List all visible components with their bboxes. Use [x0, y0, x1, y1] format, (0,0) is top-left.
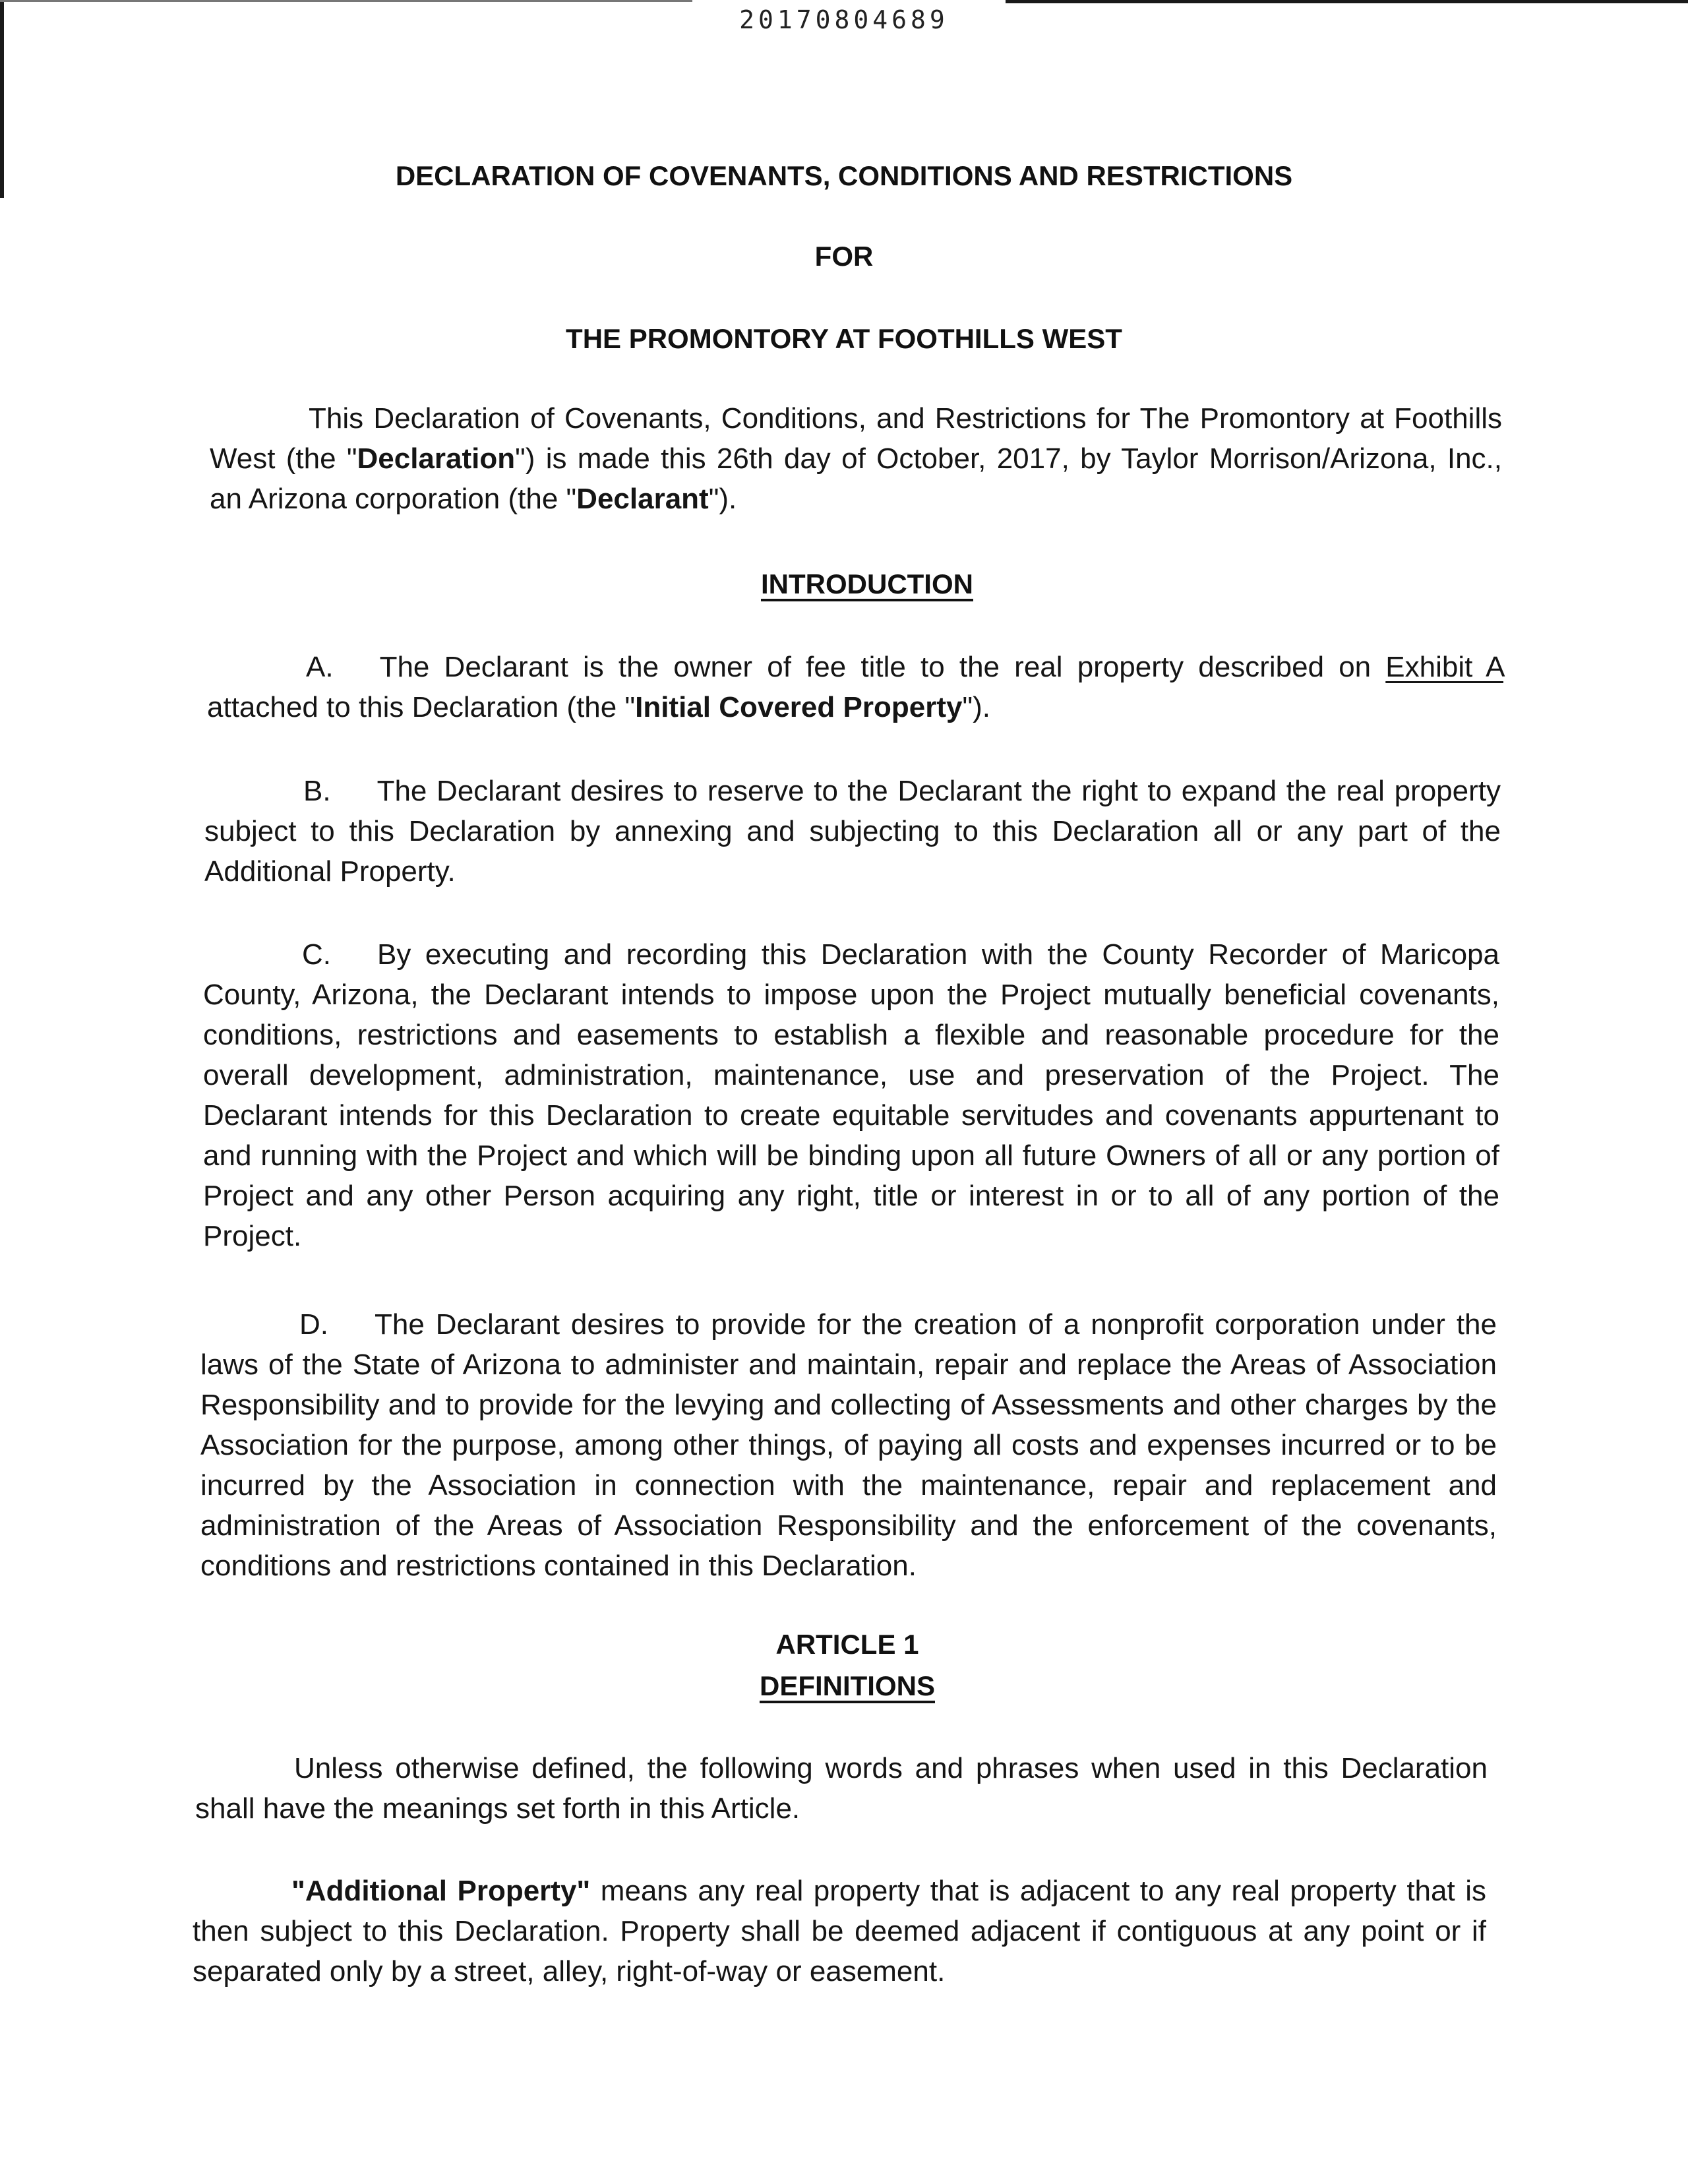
definition-additional-property: [193, 1871, 1486, 1991]
recital-c-text: By executing and recording this Declaration with the County Recorder of Maricopa County, Arizona, the Declarant intends to impose upon the Project mutually beneficial covenants, conditions, restrictions and easements to establish a flexible and reasonable procedure for the overall development, administration, maintenance, use and preservation of the Project. The Declarant intends for this Declaration to create equitable servitudes and covenants appurtenant to and running with the Project and which will be binding upon all future Owners of all or any portion of Project and any other Person acquiring any right, title or interest in or to all of any portion of the Project.: [203, 938, 1499, 1252]
article-number: ARTICLE 1: [775, 1629, 919, 1660]
opening-text-1: This Declaration of Covenants, Conditions, and Restrictions for The Promontory at Foothills West (the ": [210, 402, 1502, 475]
introduction-heading: [0, 568, 1688, 600]
exhibit-a-reference: Exhibit A: [1385, 651, 1503, 683]
opening-text-3: ").: [708, 483, 737, 515]
recording-number: 20170804689: [739, 5, 949, 34]
introduction-heading-text: INTRODUCTION: [761, 568, 973, 599]
term-initial-covered-property: Initial Covered Property: [635, 691, 963, 723]
definitions-intro: [195, 1748, 1488, 1829]
definitions-intro-text: Unless otherwise defined, the following words and phrases when used in this Declaration shall have the meanings set forth in this Article.: [195, 1752, 1488, 1825]
recital-c-label: C.: [302, 938, 331, 971]
recital-a-label: A.: [306, 651, 334, 683]
document-title-project: THE PROMONTORY AT FOOTHILLS WEST: [566, 323, 1122, 354]
recital-c: [203, 934, 1499, 1256]
opening-paragraph: [210, 398, 1502, 519]
recital-b: [204, 771, 1501, 892]
recital-b-label: B.: [303, 775, 331, 807]
recital-a: [207, 647, 1503, 727]
article-title-text: DEFINITIONS: [759, 1670, 935, 1701]
term-declarant: Declarant: [576, 483, 709, 515]
article-title: [0, 1670, 1688, 1702]
recital-a-text-3: ").: [962, 691, 990, 723]
document-title-for: FOR: [814, 241, 874, 272]
top-rule-right: [1006, 0, 1688, 3]
recital-d: [200, 1304, 1497, 1586]
term-declaration: Declaration: [357, 442, 516, 475]
top-rule-left: [0, 0, 692, 2]
term-additional-property: "Additional Property": [291, 1875, 591, 1907]
document-title: DECLARATION OF COVENANTS, CONDITIONS AND RESTRICTIONS: [395, 160, 1293, 191]
recital-a-text-1: The Declarant is the owner of fee title to the real property described on: [379, 651, 1386, 683]
recital-d-label: D.: [299, 1308, 328, 1341]
recital-a-text-2: attached to this Declaration (the ": [207, 691, 636, 723]
recital-d-text: The Declarant desires to provide for the creation of a nonprofit corporation under the laws of the State of Arizona to administer and maintain, repair and replace the Areas of Association Responsibility and to provide for the levying and collecting of Assessments and other charges by the Association for the purpose, among other things, of paying all costs and expenses incurred or to be incurred by the Association in connection with the maintenance, repair and replacement and administration of the Areas of Association Responsibility and the enforcement of the covenants, conditions and restrictions contained in this Declaration.: [200, 1308, 1497, 1582]
recital-b-text: The Declarant desires to reserve to the Declarant the right to expand the real property subject to this Declaration by annexing and subjecting to this Declaration all or any part of the Additional Property.: [204, 775, 1501, 888]
opening-text-2: ") is made this 26th day of October, 2017, by Taylor Morrison/Arizona, Inc., an Arizona corporation (the ": [210, 442, 1502, 515]
definition-additional-property-text: means any real property that is adjacent to any real property that is then subject to this Declaration. Property shall be deemed adjacent if contiguous at any point or if separated only by a street, alley, right-of-way or easement.: [193, 1875, 1487, 1987]
